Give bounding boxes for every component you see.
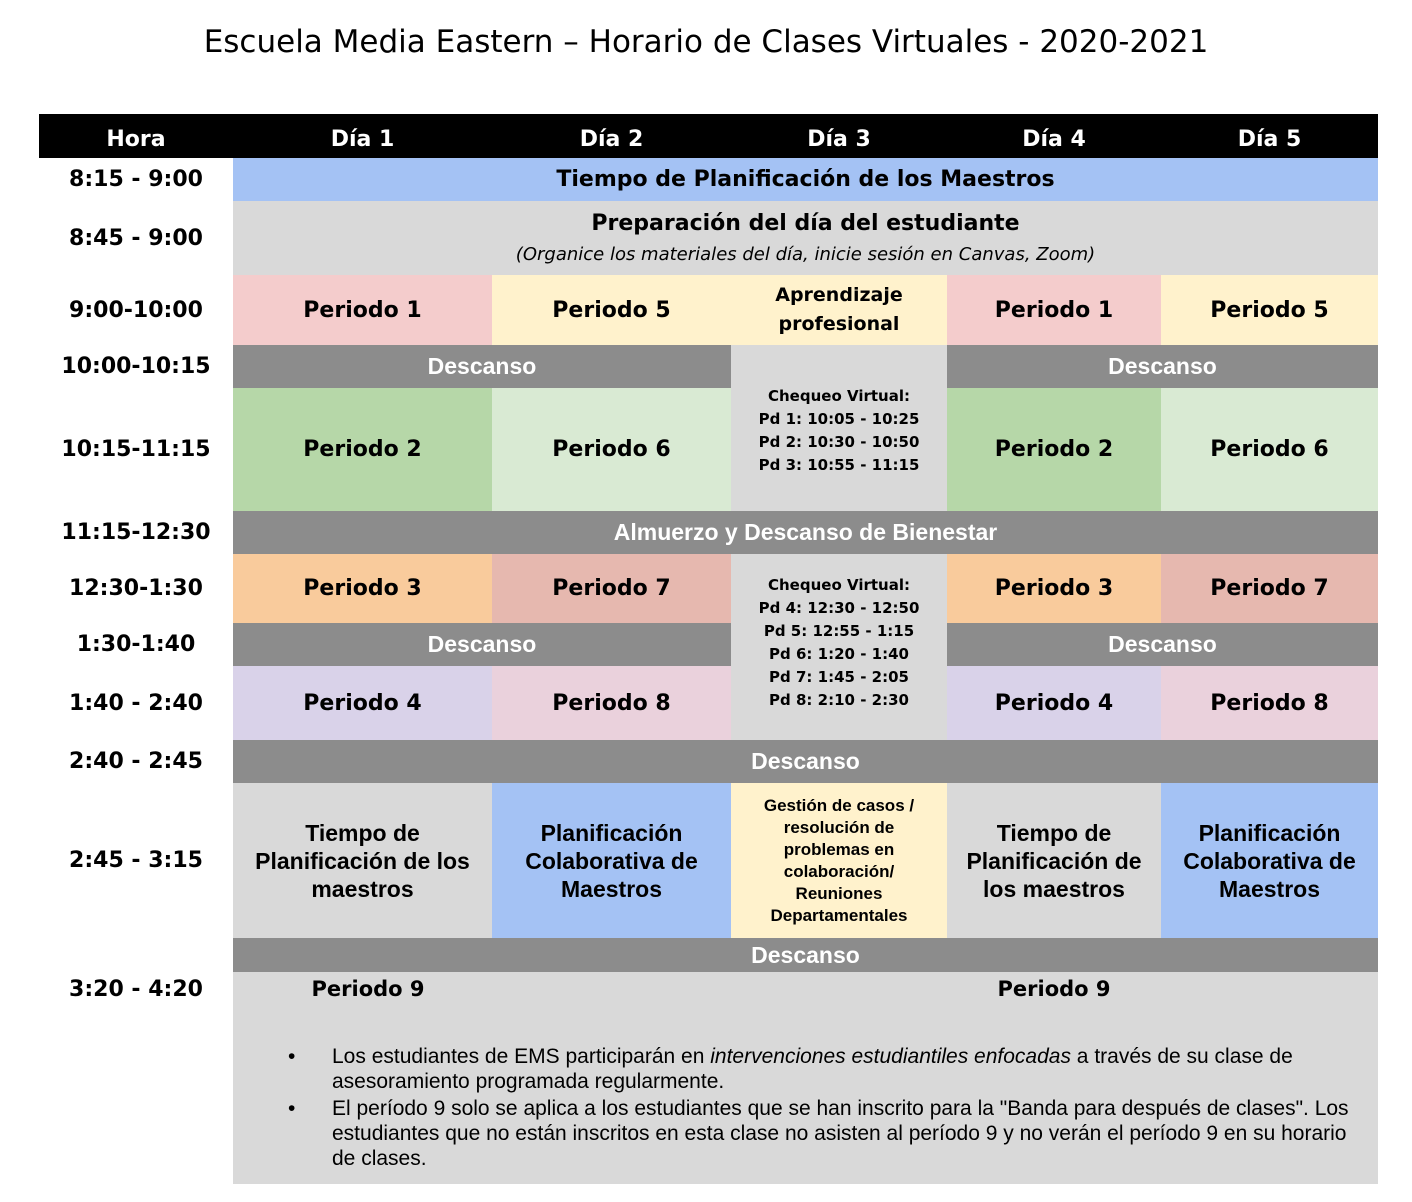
- cell-period-7: Periodo 7: [1161, 554, 1378, 623]
- checkin-line: Pd 8: 2:10 - 2:30: [769, 691, 909, 709]
- time-cell: 11:15-12:30: [61, 520, 211, 545]
- cell-prof-learning: [731, 275, 947, 345]
- cell-period-3: Periodo 3: [233, 554, 492, 623]
- checkin-line: Pd 1: 10:05 - 10:25: [758, 410, 920, 428]
- lunch-row: Almuerzo y Descanso de Bienestar: [233, 511, 1378, 554]
- time-cell: 12:30-1:30: [69, 576, 203, 601]
- checkin-line: Pd 5: 12:55 - 1:15: [763, 622, 915, 640]
- break-row: Descanso: [947, 623, 1378, 666]
- header-hora: Hora: [39, 114, 233, 158]
- time-cell: 8:45 - 9:00: [69, 225, 203, 251]
- break-row: Descanso: [947, 345, 1378, 388]
- header-dia-5: Día 5: [1161, 114, 1378, 158]
- checkin-line: Pd 4: 12:30 - 12:50: [758, 599, 920, 617]
- checkin-line: Chequeo Virtual:: [768, 576, 910, 594]
- time-cell: 9:00-10:00: [69, 297, 203, 323]
- note-emphasis: intervenciones estudiantiles enfocadas: [710, 1045, 1071, 1068]
- checkin-pm-cell: [731, 554, 947, 740]
- case-mgmt-line: resolución de: [783, 817, 895, 837]
- case-mgmt-line: Gestión de casos /: [763, 795, 915, 815]
- time-cell: 1:30-1:40: [76, 632, 196, 657]
- teacher-planning-line: maestros: [311, 875, 414, 902]
- header-dia-4: Día 4: [947, 114, 1161, 158]
- cell-teacher-planning: [947, 783, 1161, 938]
- checkin-line: Chequeo Virtual:: [768, 387, 910, 405]
- cell-period-6: Periodo 6: [1161, 388, 1378, 511]
- cell-period-6: Periodo 6: [492, 388, 731, 511]
- break-row: Descanso: [233, 345, 731, 388]
- time-cell: 10:00-10:15: [61, 354, 211, 379]
- cell-period-3: Periodo 3: [947, 554, 1161, 623]
- collab-planning-line: Colaborativa de: [1183, 847, 1356, 874]
- cell-period-1: Periodo 1: [947, 275, 1161, 345]
- cell-period-1: Periodo 1: [233, 275, 492, 345]
- note-item: [288, 1096, 1358, 1171]
- case-mgmt-line: problemas en: [783, 839, 895, 859]
- checkin-am-cell: [731, 345, 947, 511]
- case-mgmt-line: Reuniones: [795, 883, 883, 903]
- time-cell: 8:15 - 9:00: [69, 167, 203, 192]
- time-cell: 10:15-11:15: [61, 437, 211, 462]
- collab-planning-line: Maestros: [1219, 875, 1320, 902]
- cell-period-4: Periodo 4: [233, 666, 492, 740]
- prof-learning-line: profesional: [778, 313, 900, 335]
- cell-period-5: Periodo 5: [492, 275, 731, 345]
- case-mgmt-line: Departamentales: [770, 905, 908, 925]
- teacher-planning-line: Tiempo de: [305, 819, 420, 846]
- collab-planning-line: Colaborativa de: [525, 847, 698, 874]
- cell-period-5: Periodo 5: [1161, 275, 1378, 345]
- cell-collab-planning: [1161, 783, 1378, 938]
- break-row: Descanso: [233, 623, 731, 666]
- note-text: Los estudiantes de EMS participarán en: [332, 1045, 711, 1068]
- teacher-planning-line: Tiempo de: [996, 819, 1112, 846]
- time-cell: 3:20 - 4:20: [69, 976, 203, 1002]
- break-row: Descanso: [233, 938, 1378, 972]
- student-prep-row: [233, 201, 1378, 275]
- bullet-icon: •: [288, 1045, 296, 1068]
- cell-period-4: Periodo 4: [947, 666, 1161, 740]
- header-dia-2: Día 2: [492, 114, 731, 158]
- prof-learning-line: Aprendizaje: [775, 284, 903, 306]
- cell-period-8: Periodo 8: [1161, 666, 1378, 740]
- cell-case-management: [731, 783, 947, 938]
- collab-planning-line: Maestros: [561, 875, 662, 902]
- header-dia-1: Día 1: [233, 114, 492, 158]
- time-cell: 2:40 - 2:45: [69, 749, 203, 774]
- header-dia-3: Día 3: [731, 114, 947, 158]
- case-mgmt-line: colaboración/: [783, 861, 895, 881]
- collab-planning-line: Planificación: [540, 819, 683, 846]
- cell-teacher-planning: [233, 783, 492, 938]
- cell-collab-planning: [492, 783, 731, 938]
- checkin-line: Pd 2: 10:30 - 10:50: [758, 433, 920, 451]
- teacher-planning-line: Planificación de: [966, 847, 1142, 874]
- note-text: El período 9 solo se aplica a los estudiantes que se han inscrito para la "Banda para después de clases". Los estudiantes que no están inscritos en esta clase no asisten al período 9 y no verán el período 9 en su horario de clases.: [332, 1097, 1349, 1170]
- teacher-planning-line: Planificación de los: [255, 847, 470, 874]
- cell-period-9: Periodo 9: [997, 977, 1111, 1001]
- cell-period-9: Periodo 9: [311, 977, 425, 1001]
- planning-time-row: Tiempo de Planificación de los Maestros: [233, 158, 1378, 201]
- cell-period-7: Periodo 7: [492, 554, 731, 623]
- time-cell: 1:40 - 2:40: [69, 690, 203, 716]
- student-prep-title: Preparación del día del estudiante: [591, 211, 1020, 236]
- bullet-icon: •: [288, 1097, 296, 1120]
- note-text: a través de su clase de asesoramiento programada regularmente.: [332, 1045, 1293, 1093]
- cell-period-8: Periodo 8: [492, 666, 731, 740]
- checkin-line: Pd 3: 10:55 - 11:15: [758, 456, 920, 474]
- cell-period-2: Periodo 2: [947, 388, 1161, 511]
- notes-box: [233, 1006, 1378, 1184]
- student-prep-note: (Organice los materiales del día, inicie sesión en Canvas, Zoom): [515, 244, 1096, 265]
- teacher-planning-line: los maestros: [983, 875, 1125, 902]
- page-title: Escuela Media Eastern – Horario de Clases Virtuales - 2020-2021: [203, 24, 1209, 60]
- checkin-line: Pd 6: 1:20 - 1:40: [769, 645, 909, 663]
- time-cell: 2:45 - 3:15: [69, 848, 203, 873]
- cell-period-2: Periodo 2: [233, 388, 492, 511]
- break-row: Descanso: [233, 740, 1378, 783]
- note-item: [288, 1044, 1358, 1094]
- collab-planning-line: Planificación: [1198, 819, 1341, 846]
- checkin-line: Pd 7: 1:45 - 2:05: [769, 668, 909, 686]
